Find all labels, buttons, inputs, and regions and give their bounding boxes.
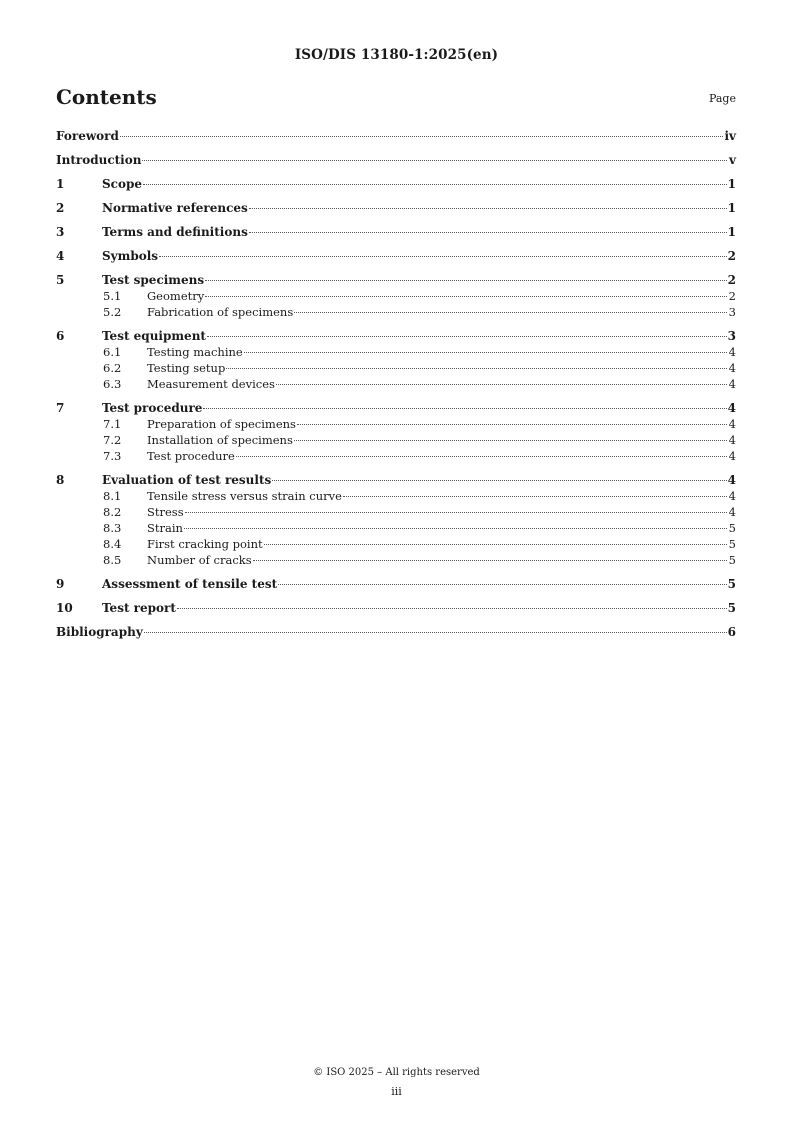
toc-page: iv bbox=[724, 129, 736, 143]
toc-page: 1 bbox=[727, 201, 736, 215]
toc-page: 5 bbox=[727, 577, 736, 591]
toc-title: Test specimens bbox=[102, 273, 205, 287]
dot-leader bbox=[184, 528, 727, 529]
toc-entry-introduction[interactable] bbox=[56, 152, 736, 168]
toc-number: 8.4 bbox=[103, 537, 122, 551]
document-id-header: ISO/DIS 13180-1:2025(en) bbox=[294, 47, 499, 63]
toc-title: Assessment of tensile test bbox=[102, 577, 278, 591]
toc-entry-strain[interactable] bbox=[56, 520, 736, 536]
toc-page: 3 bbox=[728, 305, 736, 319]
toc-page: 4 bbox=[728, 345, 736, 359]
toc-entry-testing-setup[interactable] bbox=[56, 360, 736, 376]
toc-page: 5 bbox=[727, 601, 736, 615]
toc-page: 4 bbox=[728, 449, 736, 463]
toc-title: Test procedure bbox=[147, 449, 235, 463]
toc-entry-installation-of-specimens[interactable] bbox=[56, 432, 736, 448]
toc-number: 3 bbox=[56, 225, 65, 239]
dot-leader bbox=[297, 424, 727, 425]
toc-entry-geometry[interactable] bbox=[56, 288, 736, 304]
toc-entry-fabrication-of-specimens[interactable] bbox=[56, 304, 736, 320]
toc-number: 8 bbox=[56, 473, 65, 487]
toc-number: 5.2 bbox=[103, 305, 122, 319]
toc-page: 4 bbox=[727, 401, 736, 415]
dot-leader bbox=[143, 184, 727, 185]
toc-page: 6 bbox=[727, 625, 736, 639]
toc-page: 2 bbox=[728, 289, 736, 303]
page-number: iii bbox=[391, 1085, 402, 1098]
toc-entry-testing-machine[interactable] bbox=[56, 344, 736, 360]
toc-title: Terms and definitions bbox=[102, 225, 248, 239]
toc-number: 10 bbox=[56, 601, 73, 615]
dot-leader bbox=[276, 384, 727, 385]
toc-number: 9 bbox=[56, 577, 65, 591]
toc-title: Normative references bbox=[102, 201, 248, 215]
toc-entry-scope[interactable] bbox=[56, 176, 736, 192]
dot-leader bbox=[294, 312, 727, 313]
toc-page: 3 bbox=[727, 329, 736, 343]
dot-leader bbox=[249, 232, 727, 233]
toc-page: v bbox=[729, 153, 736, 167]
dot-leader bbox=[144, 632, 727, 633]
toc-page: 2 bbox=[727, 249, 736, 263]
toc-number: 8.5 bbox=[103, 553, 122, 567]
toc-number: 7.1 bbox=[103, 417, 122, 431]
toc-entry-first-cracking-point[interactable] bbox=[56, 536, 736, 552]
toc-page: 5 bbox=[728, 553, 736, 567]
toc-title: Test report bbox=[102, 601, 176, 615]
toc-entry-measurement-devices[interactable] bbox=[56, 376, 736, 392]
toc-entry-preparation-of-specimens[interactable] bbox=[56, 416, 736, 432]
toc-number: 6.2 bbox=[103, 361, 122, 375]
toc-page: 2 bbox=[727, 273, 736, 287]
toc-title: Preparation of specimens bbox=[147, 417, 296, 431]
toc-entry-evaluation-of-test-results[interactable] bbox=[56, 472, 736, 488]
toc-entry-normative-references[interactable] bbox=[56, 200, 736, 216]
toc-entry-test-procedure-sub[interactable] bbox=[56, 448, 736, 464]
toc-title: Bibliography bbox=[56, 625, 143, 639]
toc-number: 7.2 bbox=[103, 433, 122, 447]
toc-title: Test procedure bbox=[102, 401, 203, 415]
toc-number: 6 bbox=[56, 329, 65, 343]
toc-number: 8.2 bbox=[103, 505, 122, 519]
toc-entry-terms-and-definitions[interactable] bbox=[56, 224, 736, 240]
toc-entry-foreword[interactable] bbox=[56, 128, 736, 144]
toc-number: 5 bbox=[56, 273, 65, 287]
dot-leader bbox=[264, 544, 727, 545]
toc-title: Testing setup bbox=[147, 361, 226, 375]
toc-number: 5.1 bbox=[103, 289, 122, 303]
toc-page: 1 bbox=[727, 225, 736, 239]
dot-leader bbox=[203, 408, 726, 409]
toc-entry-symbols[interactable] bbox=[56, 248, 736, 264]
toc-title: Tensile stress versus strain curve bbox=[147, 489, 342, 503]
toc-page: 4 bbox=[728, 417, 736, 431]
table-of-contents bbox=[56, 128, 736, 640]
toc-entry-assessment-of-tensile-test[interactable] bbox=[56, 576, 736, 592]
toc-number: 6.3 bbox=[103, 377, 122, 391]
dot-leader bbox=[343, 496, 727, 497]
dot-leader bbox=[177, 608, 727, 609]
toc-number: 6.1 bbox=[103, 345, 122, 359]
toc-title: Stress bbox=[147, 505, 184, 519]
dot-leader bbox=[207, 336, 727, 337]
dot-leader bbox=[205, 280, 727, 281]
toc-title: Testing machine bbox=[147, 345, 243, 359]
toc-entry-bibliography[interactable] bbox=[56, 624, 736, 640]
toc-entry-test-specimens[interactable] bbox=[56, 272, 736, 288]
toc-title: Number of cracks bbox=[147, 553, 252, 567]
toc-title: Symbols bbox=[102, 249, 159, 263]
dot-leader bbox=[244, 352, 727, 353]
toc-entry-test-report[interactable] bbox=[56, 600, 736, 616]
toc-number: 7 bbox=[56, 401, 65, 415]
toc-page: 1 bbox=[727, 177, 736, 191]
toc-number: 7.3 bbox=[103, 449, 122, 463]
toc-page: 5 bbox=[728, 521, 736, 535]
dot-leader bbox=[142, 160, 727, 161]
toc-number: 8.1 bbox=[103, 489, 122, 503]
toc-title: Installation of specimens bbox=[147, 433, 293, 447]
copyright-notice: © ISO 2025 – All rights reserved bbox=[313, 1067, 480, 1078]
toc-page: 4 bbox=[728, 489, 736, 503]
dot-leader bbox=[226, 368, 727, 369]
toc-page: 4 bbox=[728, 361, 736, 375]
dot-leader bbox=[159, 256, 727, 257]
toc-entry-tensile-stress-versus-strain-curve[interactable] bbox=[56, 488, 736, 504]
toc-page: 4 bbox=[728, 433, 736, 447]
toc-title: First cracking point bbox=[147, 537, 263, 551]
dot-leader bbox=[185, 512, 727, 513]
toc-title: Strain bbox=[147, 521, 183, 535]
toc-title: Geometry bbox=[147, 289, 205, 303]
toc-number: 4 bbox=[56, 249, 65, 263]
toc-entry-number-of-cracks[interactable] bbox=[56, 552, 736, 568]
toc-number: 8.3 bbox=[103, 521, 122, 535]
toc-number: 1 bbox=[56, 177, 65, 191]
dot-leader bbox=[236, 456, 727, 457]
dot-leader bbox=[278, 584, 726, 585]
dot-leader bbox=[272, 480, 726, 481]
toc-title: Foreword bbox=[56, 129, 119, 143]
dot-leader bbox=[294, 440, 727, 441]
toc-title: Evaluation of test results bbox=[102, 473, 272, 487]
toc-page: 5 bbox=[728, 537, 736, 551]
toc-number: 2 bbox=[56, 201, 65, 215]
dot-leader bbox=[120, 136, 724, 137]
dot-leader bbox=[253, 560, 727, 561]
toc-page: 4 bbox=[728, 377, 736, 391]
toc-page: 4 bbox=[727, 473, 736, 487]
toc-title: Scope bbox=[102, 177, 143, 191]
toc-title: Fabrication of specimens bbox=[147, 305, 294, 319]
contents-title: Contents bbox=[56, 85, 157, 109]
toc-title: Test equipment bbox=[102, 329, 206, 343]
toc-entry-test-procedure[interactable] bbox=[56, 400, 736, 416]
toc-title: Measurement devices bbox=[147, 377, 275, 391]
toc-entry-stress[interactable] bbox=[56, 504, 736, 520]
page-column-label: Page bbox=[708, 92, 736, 105]
dot-leader bbox=[249, 208, 727, 209]
toc-entry-test-equipment[interactable] bbox=[56, 328, 736, 344]
toc-page: 4 bbox=[728, 505, 736, 519]
dot-leader bbox=[205, 296, 727, 297]
toc-title: Introduction bbox=[56, 153, 142, 167]
